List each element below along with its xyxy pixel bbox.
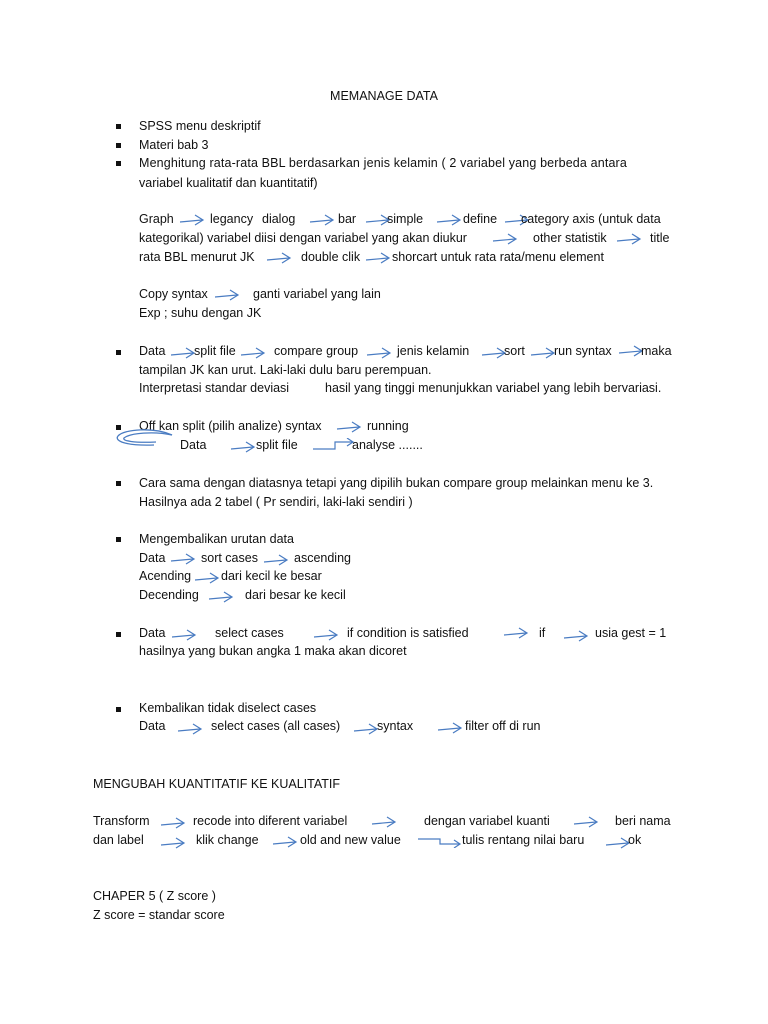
bullet-text: Materi bab 3 [139, 138, 209, 152]
arrow-right-icon [161, 836, 187, 850]
arrow-right-icon [264, 553, 290, 567]
text-word: dan label [93, 833, 144, 847]
arrow-right-icon [241, 346, 267, 360]
text-word: compare group [274, 344, 359, 358]
text-word: tulis rentang nilai baru [462, 833, 585, 847]
paragraph-line: Hasilnya ada 2 tabel ( Pr sendiri, laki-laki sendiri ) [139, 495, 413, 509]
text-word: bar [338, 212, 357, 226]
arrow-right-icon [564, 629, 590, 643]
text-word: hasil yang tinggi menunjukkan variabel yang lebih bervariasi. [325, 381, 662, 395]
text-word: define [463, 212, 498, 226]
arrow-right-icon [231, 440, 257, 454]
paragraph-line: Cara sama dengan diatasnya tetapi yang dipilih bukan compare group melainkan menu ke 3. [139, 476, 654, 490]
text-word: ganti variabel yang lain [253, 287, 381, 301]
bullet [116, 350, 121, 355]
text-word: Data [180, 438, 207, 452]
text-word: title [650, 231, 670, 245]
text-word: if condition is satisfied [347, 626, 469, 640]
text-line: Z score = standar score [93, 908, 225, 922]
text-word: ok [628, 833, 642, 847]
text-word: sort [504, 344, 525, 358]
bullet [116, 537, 121, 542]
text-word: Kembalikan tidak diselect cases [139, 701, 317, 715]
text-word: ascending [294, 551, 351, 565]
arrow-right-icon [438, 721, 464, 735]
curved-arrow-icon [114, 427, 176, 449]
section-heading: MENGUBAH KUANTITATIF KE KUALITATIF [93, 777, 341, 791]
text-word: running [367, 419, 409, 433]
text-word: syntax [377, 719, 414, 733]
text-word: Acending [139, 569, 192, 583]
text-word: dialog [262, 212, 296, 226]
text-word: filter off di run [465, 719, 541, 733]
step-arrow-icon [418, 834, 462, 848]
arrow-right-icon [171, 552, 197, 566]
text-word: dari besar ke kecil [245, 588, 346, 602]
text-word: double clik [301, 250, 361, 264]
arrow-right-icon [178, 722, 204, 736]
text-word: Interpretasi standar deviasi [139, 381, 290, 395]
paragraph-line: hasilnya yang bukan angka 1 maka akan dicoret [139, 644, 407, 658]
text-word: legancy [210, 212, 254, 226]
bullet [116, 124, 121, 129]
text-word: Data [139, 551, 166, 565]
text-word: beri nama [615, 814, 671, 828]
arrow-right-icon [617, 232, 643, 246]
arrow-right-icon [310, 213, 336, 227]
bullet [116, 707, 121, 712]
text-word: dengan variabel kuanti [424, 814, 550, 828]
text-word: Transform [93, 814, 150, 828]
arrow-right-icon [267, 251, 293, 265]
text-word: kategorikal) variabel diisi dengan variabel yang akan diukur [139, 231, 467, 245]
text-word: select cases [215, 626, 284, 640]
text-word: dari kecil ke besar [221, 569, 322, 583]
arrow-right-icon [574, 815, 600, 829]
arrow-right-icon [504, 626, 530, 640]
arrow-right-icon [366, 251, 392, 265]
text-word: shorcart untuk rata rata/menu element [392, 250, 604, 264]
text-word: Data [139, 344, 166, 358]
text-word: split file [194, 344, 236, 358]
text-word: run syntax [554, 344, 612, 358]
text-word: Copy syntax [139, 287, 208, 301]
text-word: Data [139, 719, 166, 733]
page-title: MEMANAGE DATA [330, 89, 438, 103]
bullet [116, 481, 121, 486]
text-word: other statistik [533, 231, 607, 245]
text-word: simple [387, 212, 424, 226]
text-word: Graph [139, 212, 174, 226]
paragraph-line: tampilan JK kan urut. Laki-laki dulu baru perempuan. [139, 363, 432, 377]
text-word: Mengembalikan urutan data [139, 532, 294, 546]
step-arrow-icon [313, 438, 355, 452]
text-word: if [539, 626, 546, 640]
section-heading: CHAPER 5 ( Z score ) [93, 889, 216, 903]
text-word: category axis (untuk data [521, 212, 661, 226]
arrow-right-icon [172, 628, 198, 642]
bullet [116, 143, 121, 148]
arrow-right-icon [195, 571, 221, 585]
arrow-right-icon [337, 420, 363, 434]
arrow-right-icon [273, 835, 299, 849]
arrow-right-icon [209, 590, 235, 604]
arrow-right-icon [161, 816, 187, 830]
text-word: analyse ....... [352, 438, 423, 452]
text-word: Exp ; suhu dengan JK [139, 306, 262, 320]
paragraph-line: variabel kualitatif dan kuantitatif) [139, 176, 318, 190]
bullet [116, 632, 121, 637]
text-word: Off kan split (pilih analize) syntax [139, 419, 322, 433]
text-word: select cases (all cases) [211, 719, 341, 733]
text-word: klik change [196, 833, 259, 847]
arrow-right-icon [180, 213, 206, 227]
arrow-right-icon [372, 815, 398, 829]
bullet-text: SPSS menu deskriptif [139, 119, 261, 133]
text-word: sort cases [201, 551, 258, 565]
text-word: old and new value [300, 833, 401, 847]
arrow-right-icon [367, 346, 393, 360]
text-word: usia gest = 1 [595, 626, 667, 640]
arrow-right-icon [493, 232, 519, 246]
arrow-right-icon [215, 288, 241, 302]
bullet [116, 161, 121, 166]
text-word: Decending [139, 588, 199, 602]
text-word: maka [641, 344, 672, 358]
paragraph-line: Menghitung rata-rata BBL berdasarkan jenis kelamin ( 2 variabel yang berbeda antara [139, 156, 627, 170]
text-word: jenis kelamin [397, 344, 470, 358]
arrow-right-icon [437, 213, 463, 227]
text-word: Data [139, 626, 166, 640]
arrow-right-icon [314, 628, 340, 642]
text-word: recode into diferent variabel [193, 814, 348, 828]
text-word: rata BBL menurut JK [139, 250, 255, 264]
text-word: split file [256, 438, 298, 452]
